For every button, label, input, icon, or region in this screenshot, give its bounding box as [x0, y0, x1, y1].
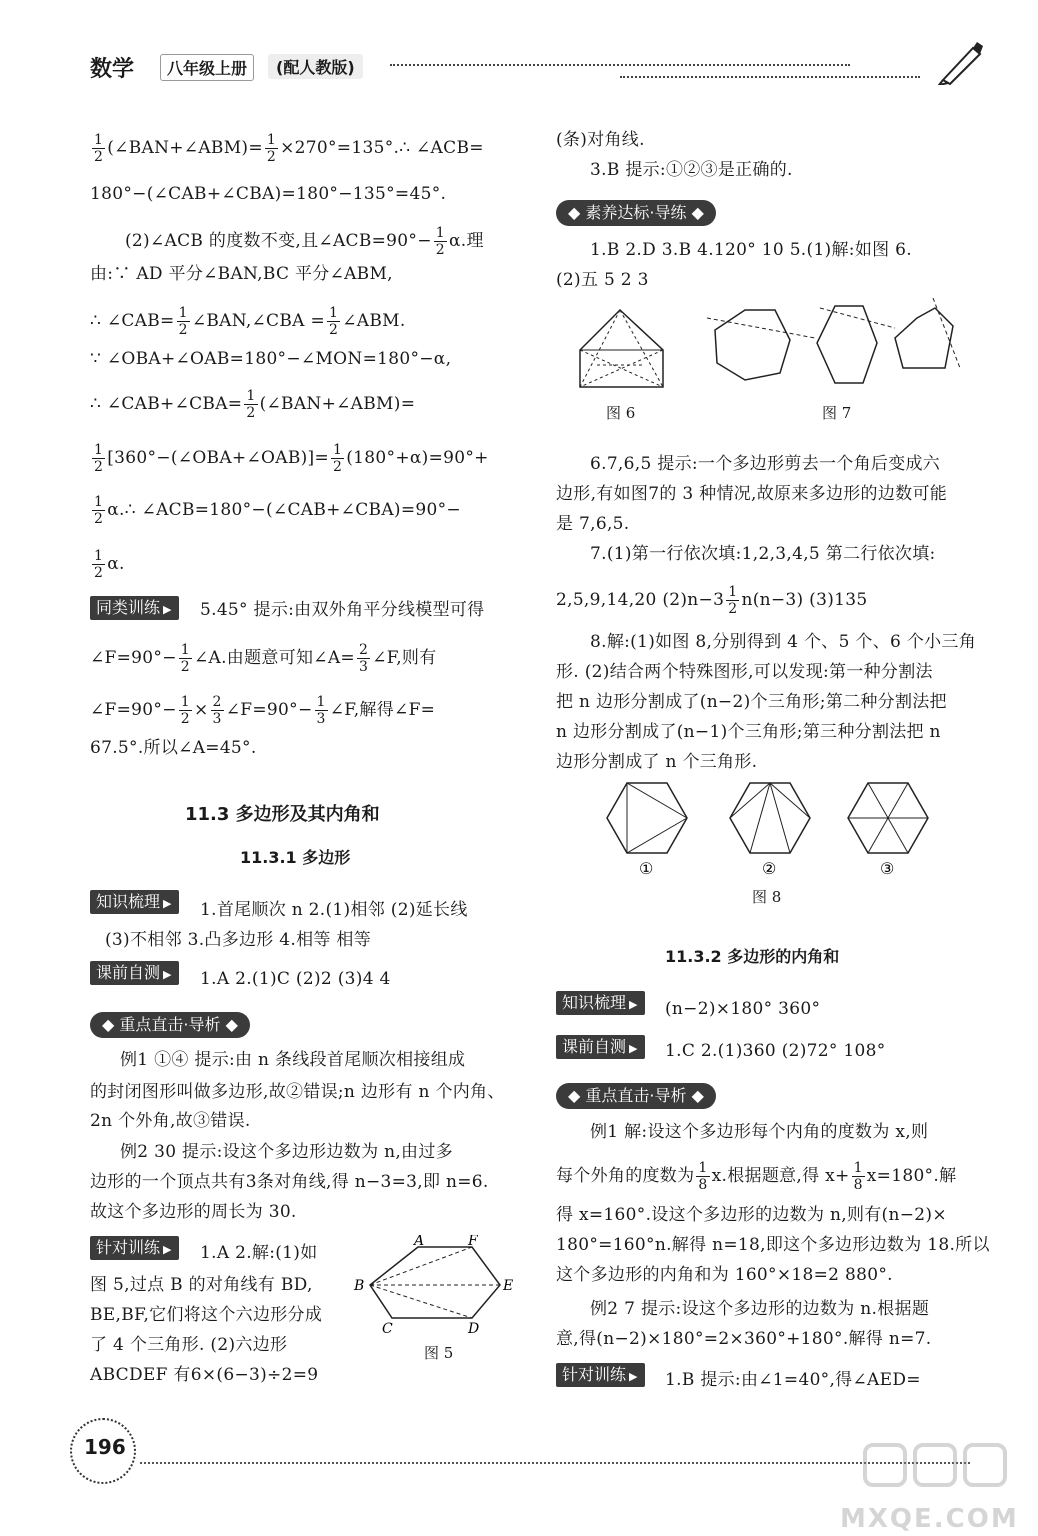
suyang-line-1: 1.B 2.D 3.B 4.120° 10 5.(1)解:如图 6. — [590, 240, 912, 260]
line-9: $\frac{1}{2}$ α.∴ ∠ACB=180°−(∠CAB+∠CBA)=90°− — [94, 494, 461, 527]
vertex-label-a: A — [414, 1235, 425, 1249]
problem6-line-1: 6.7,6,5 提示:一个多边形剪去一个角后变成六 — [590, 454, 941, 474]
header-dotted-rule — [390, 64, 850, 66]
figure-7-caption: 图 7 — [822, 404, 852, 422]
zhendui-line-5: ABCDEF 有6×(6−3)÷2=9 — [90, 1365, 319, 1385]
zhongdian2-tag: ◆ 重点直击·导析 ◆ — [556, 1083, 716, 1109]
zhendui2-line: 1.B 提示:由∠1=40°,得∠AED= — [665, 1370, 921, 1390]
vertex-label-e: E — [503, 1278, 514, 1294]
zhendui-tag: 针对训练 ▶ — [90, 1236, 179, 1260]
vertex-label-c: C — [382, 1321, 393, 1335]
tonglei-tag: 同类训练 ▶ — [90, 596, 179, 620]
problem8-line-4: n 边形分割成了(n−1)个三角形;第三种分割法把 n — [556, 722, 941, 742]
line-10: $\frac{1}{2}$ α. — [94, 548, 125, 581]
subsection-title: 11.3.1 多边形 — [240, 848, 351, 867]
zhishi-tag: 知识梳理 ▶ — [90, 890, 179, 914]
problem7-line-1: 7.(1)第一行依次填:1,2,3,4,5 第二行依次填: — [590, 544, 936, 564]
right-line-2: 3.B 提示:①②③是正确的. — [590, 160, 793, 180]
line-2: 180°−(∠CAB+∠CBA)=180°−135°=45°. — [90, 184, 447, 204]
figure-8-label-3: ③ — [880, 859, 895, 878]
zhendui-line-1: 1.A 2.解:(1)如 — [200, 1243, 318, 1263]
zhishi-line-1: 1.首尾顺次 n 2.(1)相邻 (2)延长线 — [200, 900, 468, 920]
kqzc2-tag: 课前自测 ▶ — [556, 1035, 645, 1059]
example1-line-3: 2n 个外角,故③错误. — [90, 1111, 251, 1131]
figure-5-hexagon — [350, 1235, 520, 1335]
pen-icon — [935, 40, 985, 85]
edition-label: (配人教版) — [268, 54, 363, 79]
kqzc-tag: 课前自测 ▶ — [90, 961, 179, 985]
figure-7-polygons — [705, 298, 975, 398]
rexample2-line-2: 意,得(n−2)×180°=2×360°+180°.解得 n=7. — [556, 1329, 932, 1349]
suyang-line-2: (2)五 5 2 3 — [556, 270, 649, 290]
page-header — [90, 50, 980, 90]
tonglei-line-1: 5.45° 提示:由双外角平分线模型可得 — [200, 600, 485, 620]
kqzc-line: 1.A 2.(1)C (2)2 (3)4 4 — [200, 969, 391, 989]
line-8: $\frac{1}{2}$ [360°−(∠OBA+∠OAB)]= $\frac{1}{2}$ (180°+α)=90°+ — [94, 442, 489, 475]
subject-label: 数学 — [90, 57, 135, 82]
watermark-logo — [820, 1440, 1020, 1534]
line-3: (2)∠ACB 的度数不变,且∠ACB=90°− $\frac{1}{2}$ α.理 — [125, 225, 484, 258]
right-line-1: (条)对角线. — [556, 130, 645, 150]
watermark-text: MXQE.COM — [840, 1504, 1019, 1534]
line-5: ∴ ∠CAB= $\frac{1}{2}$ ∠BAN,∠CBA = $\frac{1}{2}$ ∠ABM. — [90, 305, 406, 338]
rexample1-line-2: 每个外角的度数为 $\frac{1}{8}$ x.根据题意,得 x+ $\frac{1}{8}$ x=180°.解 — [556, 1160, 957, 1193]
problem8-line-5: 边形分割成了 n 个三角形. — [556, 752, 758, 772]
zhishi-line-2: (3)不相邻 3.凸多边形 4.相等 相等 — [105, 930, 372, 950]
zhishi2-line: (n−2)×180° 360° — [665, 999, 821, 1019]
example1-line-1: 例1 ①④ 提示:由 n 条线段首尾顺次相接组成 — [120, 1050, 466, 1070]
fraction: $\frac{1}{2}$ — [94, 132, 104, 165]
fraction: $\frac{1}{2}$ — [266, 132, 277, 165]
line-4: 由:∵ AD 平分∠BAN,BC 平分∠ABM, — [90, 264, 393, 284]
suyang-tag: ◆ 素养达标·导练 ◆ — [556, 200, 716, 226]
zhongdian-tag: ◆ 重点直击·导析 ◆ — [90, 1012, 250, 1038]
header-dotted-rule-lower — [620, 76, 920, 78]
vertex-label-f: F — [468, 1235, 478, 1249]
figure-5-caption: 图 5 — [424, 1344, 454, 1362]
zhendui-line-2: 图 5,过点 B 的对角线有 BD, — [90, 1275, 313, 1295]
rexample1-line-4: 180°=160°n.解得 n=18,即这个多边形边数为 18.所以 — [556, 1235, 990, 1255]
example2-line-2: 边形的一个顶点共有3条对角线,得 n−3=3,即 n=6. — [90, 1172, 489, 1192]
line-7: ∴ ∠CAB+∠CBA= $\frac{1}{2}$ (∠BAN+∠ABM)= — [90, 388, 416, 421]
problem8-line-3: 把 n 边形分割成了(n−2)个三角形;第二种分割法把 — [556, 692, 947, 712]
rexample1-line-3: 得 x=160°.设这个多边形的边数为 n,则有(n−2)× — [556, 1205, 947, 1225]
tonglei-line-4: 67.5°.所以∠A=45°. — [90, 738, 257, 758]
figure-8-caption: 图 8 — [752, 888, 782, 906]
figure-8-label-2: ② — [762, 859, 777, 878]
line-1: $\frac{1}{2}$ (∠BAN+∠ABM)= $\frac{1}{2}$ ×270°=135°.∴ ∠ACB= — [94, 132, 484, 165]
line-6: ∵ ∠OBA+∠OAB=180°−∠MON=180°−α, — [90, 349, 452, 369]
figure-8-hexagons — [600, 778, 930, 878]
problem6-line-3: 是 7,6,5. — [556, 514, 630, 534]
figure-6-prism — [575, 305, 670, 395]
zhishi2-tag: 知识梳理 ▶ — [556, 991, 645, 1015]
page-number: 196 — [84, 1435, 126, 1459]
rexample1-line-5: 这个多边形的内角和为 160°×18=2 880°. — [556, 1265, 893, 1285]
zhendui-line-3: BE,BF,它们将这个六边形分成 — [90, 1305, 323, 1325]
figure-6-caption: 图 6 — [606, 404, 636, 422]
problem8-line-1: 8.解:(1)如图 8,分别得到 4 个、5 个、6 个小三角 — [590, 632, 977, 652]
vertex-label-b: B — [354, 1278, 365, 1294]
problem8-line-2: 形. (2)结合两个特殊图形,可以发现:第一种分割法 — [556, 662, 933, 682]
section-title: 11.3 多边形及其内角和 — [185, 804, 380, 825]
zhendui2-tag: 针对训练 ▶ — [556, 1363, 645, 1387]
problem7-line-2: 2,5,9,14,20 (2)n−3 $\frac{1}{2}$ n(n−3) (3)135 — [556, 584, 868, 617]
figure-8-label-1: ① — [639, 859, 654, 878]
zhendui-line-4: 了 4 个三角形. (2)六边形 — [90, 1335, 288, 1355]
vertex-label-d: D — [468, 1321, 480, 1335]
example1-line-2: 的封闭图形叫做多边形,故②错误;n 边形有 n 个内角、 — [90, 1082, 505, 1102]
problem6-line-2: 边形,有如图7的 3 种情况,故原来多边形的边数可能 — [556, 484, 948, 504]
grade-label: 八年级上册 — [160, 54, 254, 81]
tonglei-line-3: ∠F=90°− $\frac{1}{2}$ × $\frac{2}{3}$ ∠F=90°− $\frac{1}{3}$ ∠F,解得∠F= — [90, 694, 436, 727]
tonglei-line-2: ∠F=90°− $\frac{1}{2}$ ∠A.由题意可知∠A= $\frac{2}{3}$ ∠F,则有 — [90, 642, 437, 675]
example2-line-1: 例2 30 提示:设这个多边形边数为 n,由过多 — [120, 1142, 453, 1162]
rexample2-line-1: 例2 7 提示:设这个多边形的边数为 n.根据题 — [590, 1299, 930, 1319]
watermark-emblem — [820, 1440, 1020, 1500]
subsection2-title: 11.3.2 多边形的内角和 — [665, 947, 840, 966]
rexample1-line-1: 例1 解:设这个多边形每个内角的度数为 x,则 — [590, 1122, 929, 1142]
kqzc2-line: 1.C 2.(1)360 (2)72° 108° — [665, 1041, 886, 1061]
example2-line-3: 故这个多边形的周长为 30. — [90, 1202, 297, 1222]
